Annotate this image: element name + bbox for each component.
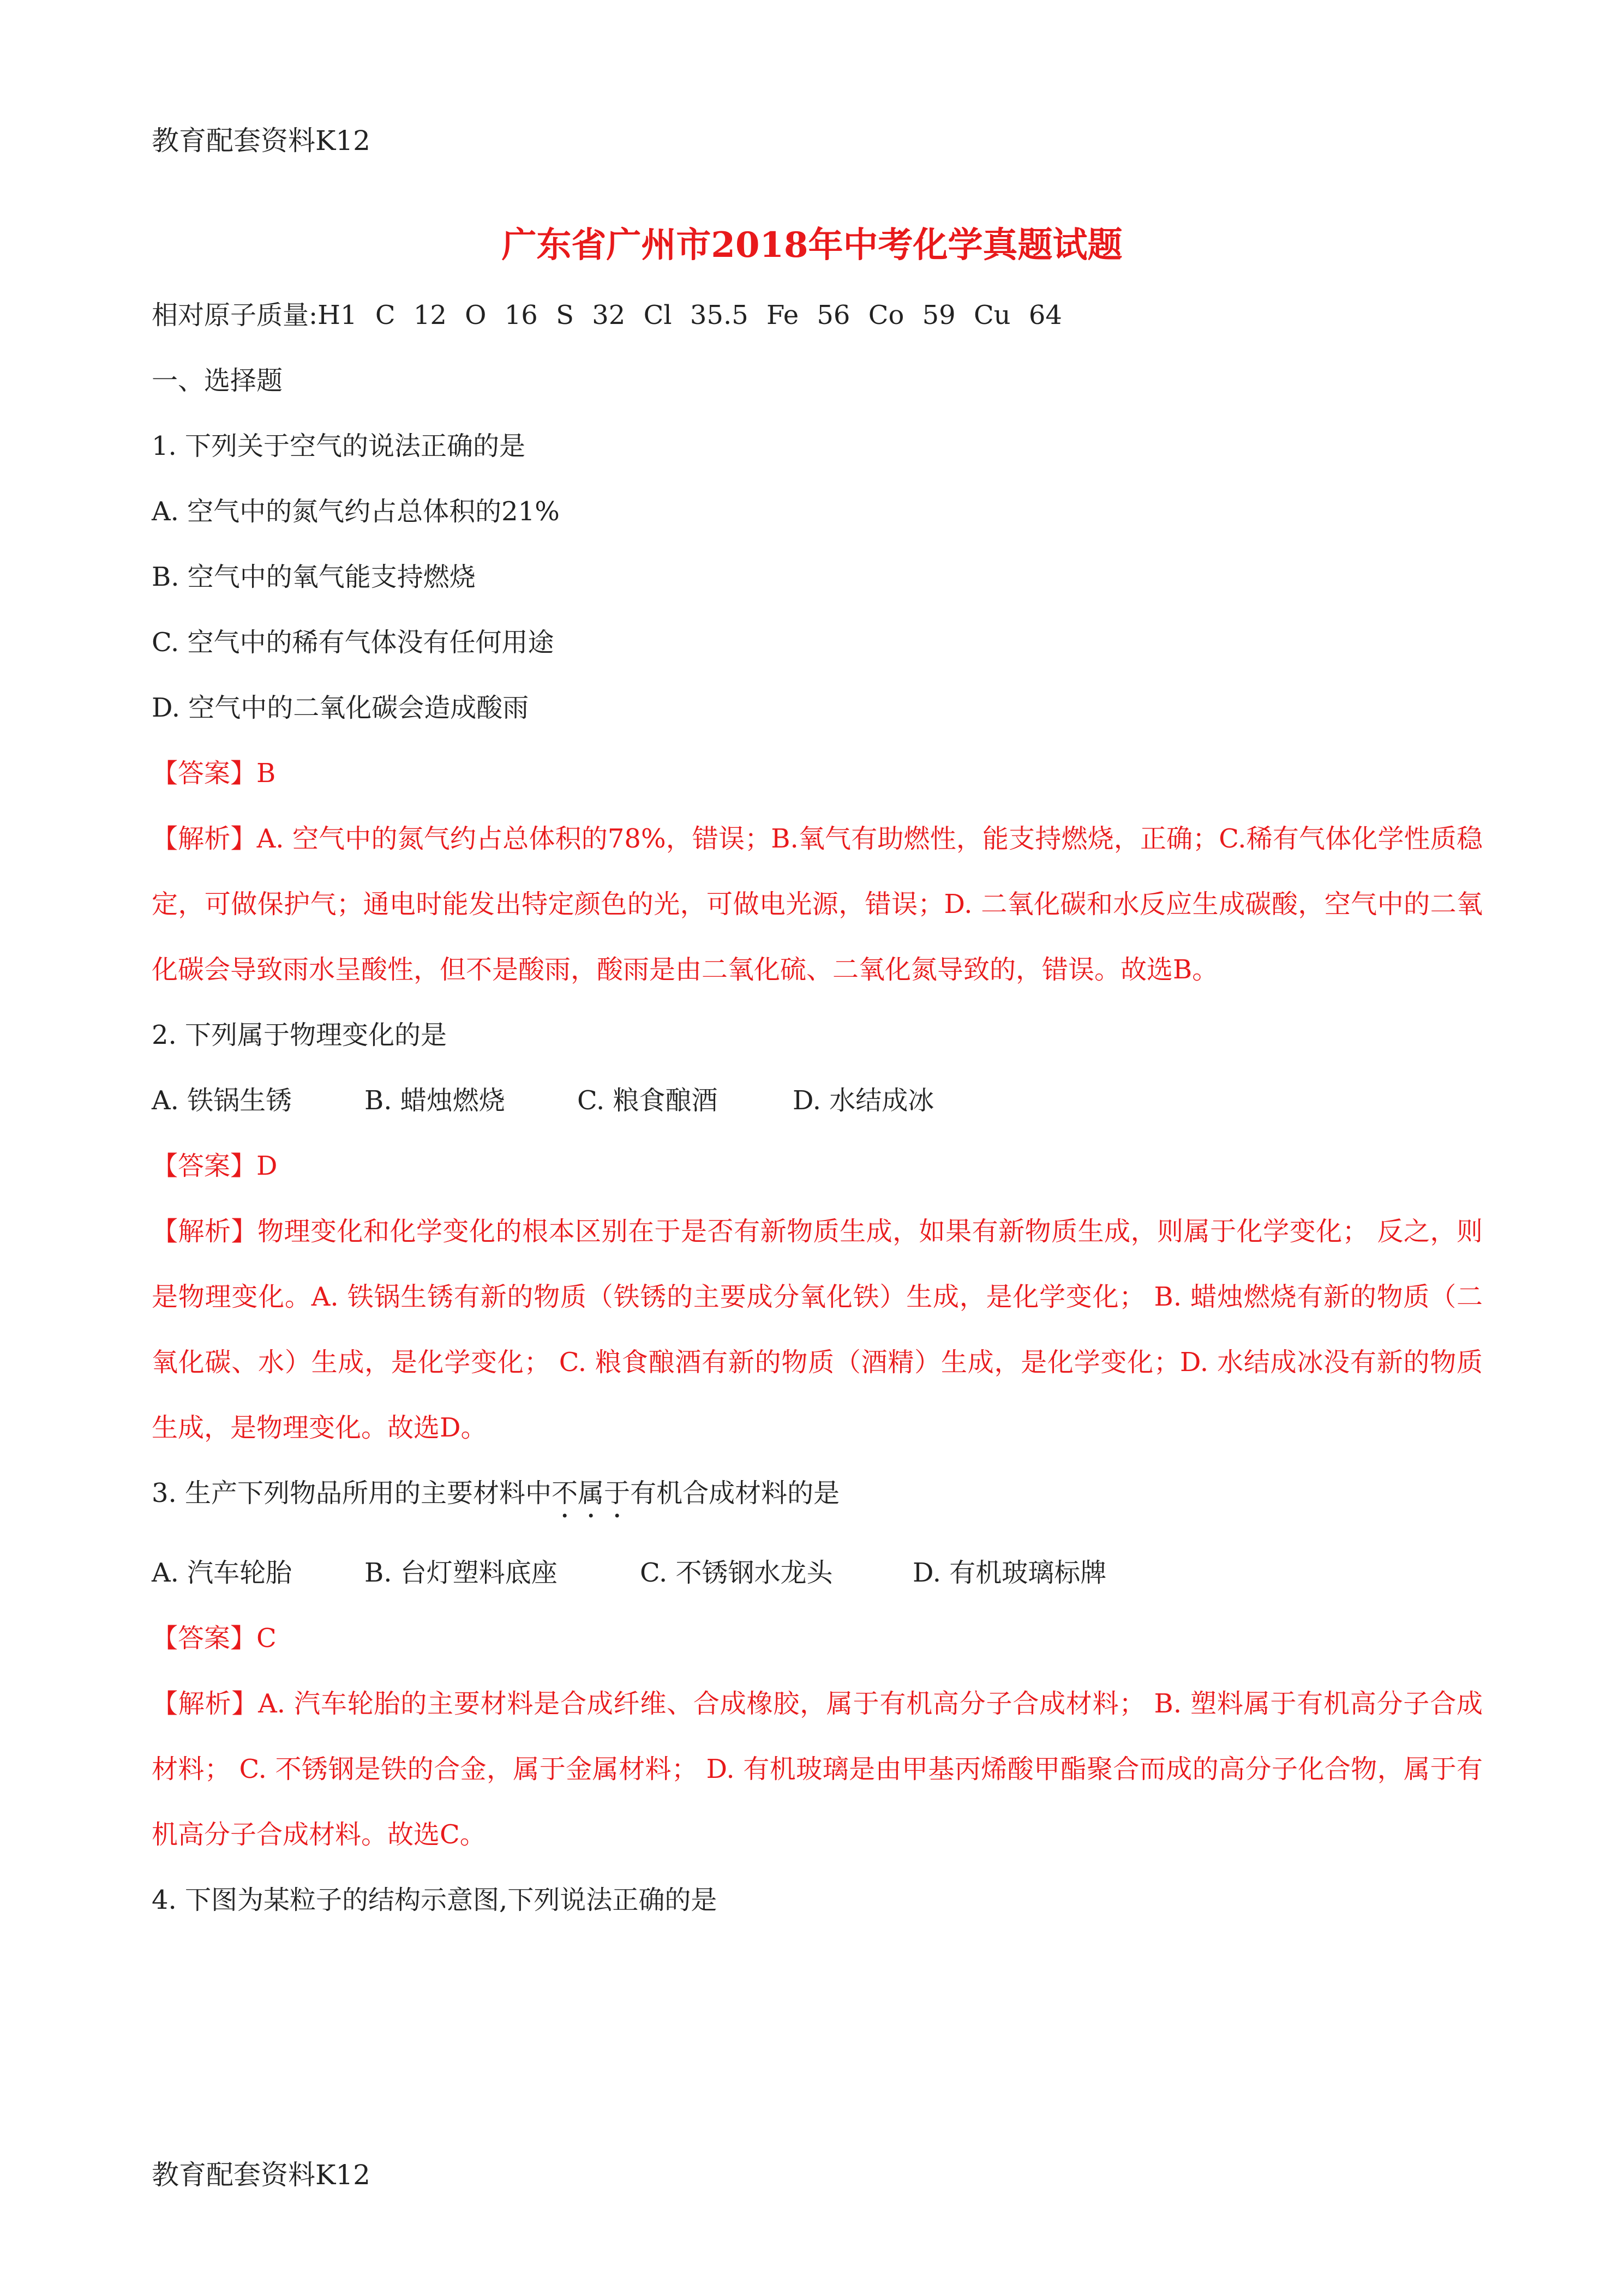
question-2-option-a: A. 铁锅生锈	[152, 1085, 292, 1116]
atomic-mass-line: 相对原子质量:H1 C 12 O 16 S 32 Cl 35.5 Fe 56 Co 59 Cu 64	[152, 300, 1062, 330]
question-2-stem: 2. 下列属于物理变化的是	[152, 1020, 447, 1050]
question-3-analysis: 【解析】A. 汽车轮胎的主要材料是合成纤维、合成橡胶，属于有机高分子合成材料； B. 塑料属于有机高分子合成材料； C. 不锈钢是铁的合金，属于金属材料； D. 有机玻璃是由甲基丙烯酸甲酯聚合而成的高分子化合物，属于有机高分子合成材料。故选C。	[152, 1688, 1483, 1850]
question-3-stem-emphasis: 不属于	[552, 1478, 631, 1508]
question-3-options	[152, 1556, 1483, 1589]
question-1-stem: 1. 下列关于空气的说法正确的是	[152, 431, 526, 461]
question-1-analysis: 【解析】A. 空气中的氮气约占总体积的78%，错误；B.氧气有助燃性，能支持燃烧，正确；C.稀有气体化学性质稳定，可做保护气；通电时能发出特定颜色的光，可做电光源，错误；D. 二氧化碳和水反应生成碳酸，空气中的二氧化碳会导致雨水呈酸性，但不是酸雨，酸雨是由二氧化硫、二氧化氮导致的，错误。故选B。	[152, 824, 1483, 985]
question-3-stem-end: 有机合成材料的是	[630, 1478, 840, 1508]
page-title: 广东省广州市2018年中考化学真题试题	[501, 225, 1123, 266]
question-3-option-a: A. 汽车轮胎	[152, 1558, 292, 1588]
question-4-stem: 4. 下图为某粒子的结构示意图,下列说法正确的是	[152, 1885, 717, 1915]
question-3-option-b: B. 台灯塑料底座	[364, 1558, 558, 1588]
question-2-option-c: C. 粮食酿酒	[577, 1085, 718, 1116]
question-1-option-c: C. 空气中的稀有气体没有任何用途	[152, 627, 554, 658]
question-2-options	[152, 1084, 1483, 1117]
question-1-option-d: D. 空气中的二氧化碳会造成酸雨	[152, 693, 529, 723]
page-header: 教育配套资料K12	[152, 125, 370, 157]
document-body	[152, 299, 1483, 1949]
question-3-option-c: C. 不锈钢水龙头	[640, 1558, 833, 1588]
question-1-answer: 【答案】B	[152, 758, 276, 789]
question-1-option-a: A. 空气中的氮气约占总体积的21%	[152, 496, 560, 527]
section-heading: 一、选择题	[152, 365, 283, 396]
question-2-analysis: 【解析】物理变化和化学变化的根本区别在于是否有新物质生成，如果有新物质生成，则属于化学变化； 反之，则是物理变化。A. 铁锅生锈有新的物质（铁锈的主要成分氧化铁）生成，是化学变化； B. 蜡烛燃烧有新的物质（二氧化碳、水）生成，是化学变化； C. 粮食酿酒有新的物质（酒精）生成，是化学变化；D. 水结成冰没有新的物质生成，是物理变化。故选D。	[152, 1216, 1483, 1443]
question-3-stem	[152, 1477, 1483, 1524]
question-3-answer: 【答案】C	[152, 1623, 277, 1654]
question-2-answer: 【答案】D	[152, 1151, 278, 1181]
question-3-option-d: D. 有机玻璃标牌	[913, 1558, 1107, 1588]
question-1-option-b: B. 空气中的氧气能支持燃烧	[152, 562, 476, 592]
question-2-option-d: D. 水结成冰	[793, 1085, 934, 1116]
question-2-option-b: B. 蜡烛燃烧	[364, 1085, 505, 1116]
page-footer: 教育配套资料K12	[152, 2159, 370, 2191]
question-3-stem-start: 3. 生产下列物品所用的主要材料中	[152, 1478, 552, 1508]
